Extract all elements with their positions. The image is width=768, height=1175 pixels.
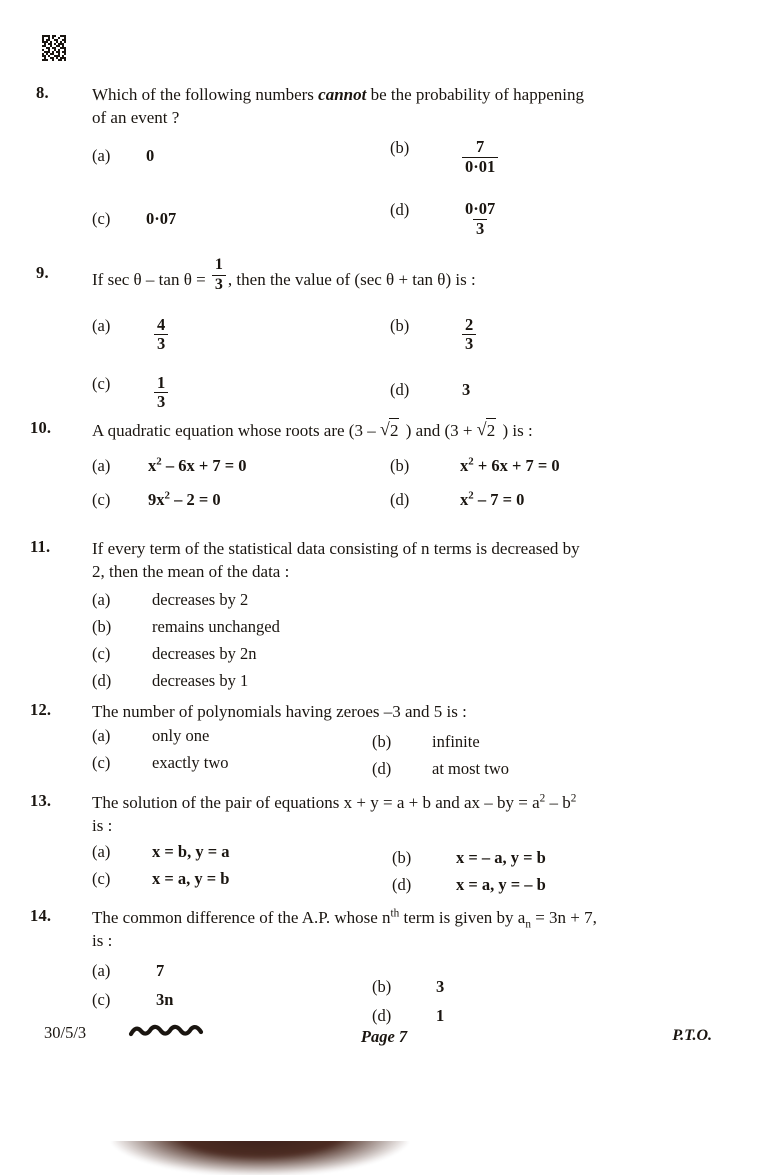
option-8-c-label: (c) (92, 208, 111, 228)
option-9-b-fraction (462, 316, 476, 354)
question-13-text (92, 791, 730, 838)
option-13-a[interactable] (92, 842, 229, 862)
option-11-c-value: decreases by 2n (152, 643, 257, 663)
option-10-b[interactable] (390, 456, 560, 476)
option-14-a-value: 7 (156, 960, 165, 980)
option-13-c-label: (c) (92, 868, 111, 888)
option-13-c-value: x = a, y = b (152, 868, 230, 888)
question-9-stem-pre: If sec θ – tan θ = (92, 270, 210, 290)
question-9-stem-numerator: 1 (214, 256, 223, 274)
question-9-text (92, 256, 730, 300)
question-10-sqrt-1-radicand: 2 (389, 418, 400, 442)
question-10-sqrt-2-radicand: 2 (486, 418, 497, 442)
question-12-options (92, 726, 768, 784)
question-14-stem-post: = 3n + 7, (530, 908, 597, 927)
option-10-b-rest: + 6x + 7 = 0 (473, 456, 560, 476)
option-10-a-label: (a) (92, 456, 111, 476)
option-10-c-rest: – 2 = 0 (169, 490, 221, 510)
option-11-b-value: remains unchanged (152, 616, 280, 636)
option-12-b-label: (b) (372, 732, 392, 752)
option-8-a-label: (a) (92, 145, 111, 165)
paper-code: 30/5/3 (44, 1023, 87, 1042)
option-8-b[interactable] (390, 138, 500, 176)
question-10-stem-pre: A quadratic equation whose roots are (3 – (92, 421, 380, 440)
question-13-stem-pre: The solution of the pair of equations x + y = a + b and ax – by = a (92, 793, 540, 812)
option-12-c-label: (c) (92, 753, 111, 773)
question-13 (0, 791, 768, 900)
option-11-b[interactable] (92, 617, 280, 637)
option-11-d[interactable] (92, 671, 248, 691)
option-9-b[interactable] (390, 316, 478, 354)
option-12-b-value: infinite (432, 732, 480, 752)
option-10-d-label: (d) (390, 490, 410, 510)
qr-code-icon (40, 33, 70, 63)
question-8-text-part2: be the probability of happening (366, 85, 584, 104)
option-12-b[interactable] (372, 732, 480, 752)
question-12-text (92, 700, 730, 723)
question-10-sqrt-1 (380, 418, 402, 442)
scan-shadow-artifact (110, 1117, 410, 1175)
option-9-a-fraction (154, 316, 168, 354)
option-8-b-denominator: 0·01 (462, 157, 498, 176)
option-9-d[interactable] (390, 380, 470, 400)
question-8-number: 8. (36, 83, 49, 102)
question-8 (0, 83, 768, 246)
option-11-a-value: decreases by 2 (152, 589, 249, 609)
option-14-a-label: (a) (92, 960, 111, 980)
question-11-text-line1: If every term of the statistical data consisting of n terms is decreased by (92, 539, 580, 558)
option-10-d[interactable] (390, 490, 524, 510)
option-9-b-denominator: 3 (462, 334, 476, 353)
option-13-a-value: x = b, y = a (152, 841, 230, 861)
option-10-c-base: 9x (148, 490, 165, 510)
question-11-text-line2: 2, then the mean of the data : (92, 562, 290, 582)
question-14-ordinal-suffix: th (390, 907, 400, 920)
option-14-b-value: 3 (436, 976, 445, 996)
pto-label: P.T.O. (672, 1027, 712, 1044)
option-9-c-denominator: 3 (154, 392, 168, 411)
option-14-c-label: (c) (92, 989, 111, 1009)
option-10-d-base: x (460, 490, 469, 510)
option-10-b-base: x (460, 456, 469, 476)
option-14-c[interactable] (92, 990, 173, 1010)
option-10-d-rest: – 7 = 0 (473, 490, 525, 510)
option-9-c-label: (c) (92, 373, 111, 393)
question-11-number: 11. (30, 537, 51, 556)
question-11 (0, 537, 768, 706)
question-10-stem-post: ) is : (498, 421, 533, 440)
question-14-options (92, 961, 768, 1023)
option-8-a-value: 0 (146, 145, 155, 165)
question-10-number: 10. (30, 418, 52, 437)
option-13-d-label: (d) (392, 874, 412, 894)
option-14-d-label: (d) (372, 1005, 392, 1025)
option-10-a-value (148, 456, 247, 476)
option-10-a-rest: – 6x + 7 = 0 (161, 456, 247, 476)
option-9-c[interactable] (92, 374, 170, 412)
option-12-d-value: at most two (432, 759, 509, 779)
option-10-a-base: x (148, 456, 157, 476)
question-8-text-part1: Which of the following numbers (92, 85, 319, 104)
question-10 (0, 418, 768, 522)
option-8-d-label: (d) (390, 199, 410, 219)
option-14-c-value: 3n (156, 989, 174, 1009)
option-10-c[interactable] (92, 490, 221, 510)
page-number-label: Page 7 (360, 1027, 408, 1046)
question-10-sqrt-2 (477, 418, 499, 442)
option-9-c-fraction (154, 374, 168, 412)
question-14-subscript: n (525, 918, 531, 931)
question-13-options (92, 842, 768, 900)
option-9-d-value: 3 (462, 379, 471, 399)
option-11-a[interactable] (92, 590, 248, 610)
question-10-text (92, 418, 730, 442)
option-12-a-label: (a) (92, 726, 111, 746)
question-14-text-line1 (92, 906, 730, 929)
question-8-emphasis: cannot (318, 85, 367, 104)
option-8-b-numerator: 7 (476, 136, 485, 156)
option-12-d-label: (d) (372, 759, 392, 779)
question-14 (0, 906, 768, 1023)
option-10-d-value (460, 490, 524, 510)
question-12-text-line1: The number of polynomials having zeroes –3 and 5 is : (92, 702, 467, 721)
option-9-d-label: (d) (390, 379, 410, 399)
question-9-stem-denominator: 3 (212, 275, 226, 293)
question-12-number: 12. (30, 700, 52, 719)
option-14-d-value: 1 (436, 1005, 445, 1025)
question-8-text (92, 83, 730, 130)
option-9-a-denominator: 3 (154, 334, 168, 353)
option-9-c-numerator: 1 (157, 372, 166, 392)
option-11-c[interactable] (92, 644, 256, 664)
option-11-d-label: (d) (92, 670, 112, 690)
question-11-options (92, 590, 768, 706)
question-9-options (92, 314, 768, 418)
question-8-options (92, 136, 768, 246)
question-9-stem-fraction (212, 256, 226, 293)
option-8-d[interactable] (390, 200, 500, 238)
question-13-text-line2: is : (92, 816, 113, 836)
option-13-c[interactable] (92, 869, 229, 889)
page-footer (0, 1019, 768, 1053)
option-13-b-value: x = – a, y = b (456, 847, 546, 867)
question-14-stem-pre: The common difference of the A.P. whose n (92, 908, 391, 927)
option-8-d-numerator: 0·07 (465, 198, 496, 218)
question-14-stem-mid: term is given by a (399, 908, 526, 927)
option-10-c-value (148, 490, 221, 510)
option-9-b-numerator: 2 (465, 314, 474, 334)
option-8-c[interactable] (92, 209, 176, 229)
option-10-b-exponent: 2 (468, 455, 474, 468)
option-10-a[interactable] (92, 456, 247, 476)
question-9 (0, 256, 768, 418)
option-8-a[interactable] (92, 146, 154, 166)
option-11-d-value: decreases by 1 (152, 670, 249, 690)
question-9-number: 9. (36, 263, 49, 282)
option-9-b-label: (b) (390, 315, 410, 335)
option-10-d-exponent: 2 (468, 489, 474, 502)
option-9-a-label: (a) (92, 315, 111, 335)
question-14-number: 14. (30, 906, 52, 925)
option-8-c-value: 0·07 (146, 208, 177, 228)
question-8-text-line2: of an event ? (92, 108, 180, 128)
option-12-d[interactable] (372, 759, 509, 779)
question-13-exponent-2: 2 (570, 792, 577, 805)
question-13-stem-mid: – b (545, 793, 571, 812)
option-11-b-label: (b) (92, 616, 112, 636)
question-11-text (92, 537, 730, 584)
question-13-exponent-1: 2 (539, 792, 546, 805)
option-13-a-label: (a) (92, 841, 111, 861)
option-8-d-denominator: 3 (473, 219, 487, 238)
option-12-c[interactable] (92, 753, 229, 773)
option-11-c-label: (c) (92, 643, 111, 663)
option-10-b-value (460, 456, 560, 476)
question-10-stem-mid: ) and (3 + (401, 421, 477, 440)
option-13-d[interactable] (392, 875, 546, 895)
option-8-b-fraction (462, 138, 498, 176)
option-14-a[interactable] (92, 961, 164, 981)
option-12-a[interactable] (92, 726, 209, 746)
question-13-text-line1 (92, 791, 730, 814)
option-14-b[interactable] (372, 977, 444, 997)
question-14-text-line2: is : (92, 931, 113, 951)
option-10-c-exponent: 2 (164, 489, 170, 502)
question-12 (0, 700, 768, 784)
option-10-c-label: (c) (92, 490, 111, 510)
question-13-number: 13. (30, 791, 52, 810)
option-10-a-exponent: 2 (156, 455, 162, 468)
question-9-stem-post: , then the value of (sec θ + tan θ) is : (227, 270, 476, 290)
question-10-options (92, 456, 768, 522)
option-12-c-value: exactly two (152, 753, 229, 773)
option-10-b-label: (b) (390, 456, 410, 476)
question-14-text (92, 906, 730, 953)
option-8-d-fraction (462, 200, 498, 238)
option-12-a-value: only one (152, 726, 210, 746)
option-13-d-value: x = a, y = – b (456, 874, 546, 894)
option-13-b-label: (b) (392, 847, 412, 867)
option-8-b-label: (b) (390, 137, 410, 157)
option-11-a-label: (a) (92, 589, 111, 609)
option-9-a-numerator: 4 (157, 314, 166, 334)
option-14-b-label: (b) (372, 976, 392, 996)
option-9-a[interactable] (92, 316, 170, 354)
option-13-b[interactable] (392, 848, 546, 868)
